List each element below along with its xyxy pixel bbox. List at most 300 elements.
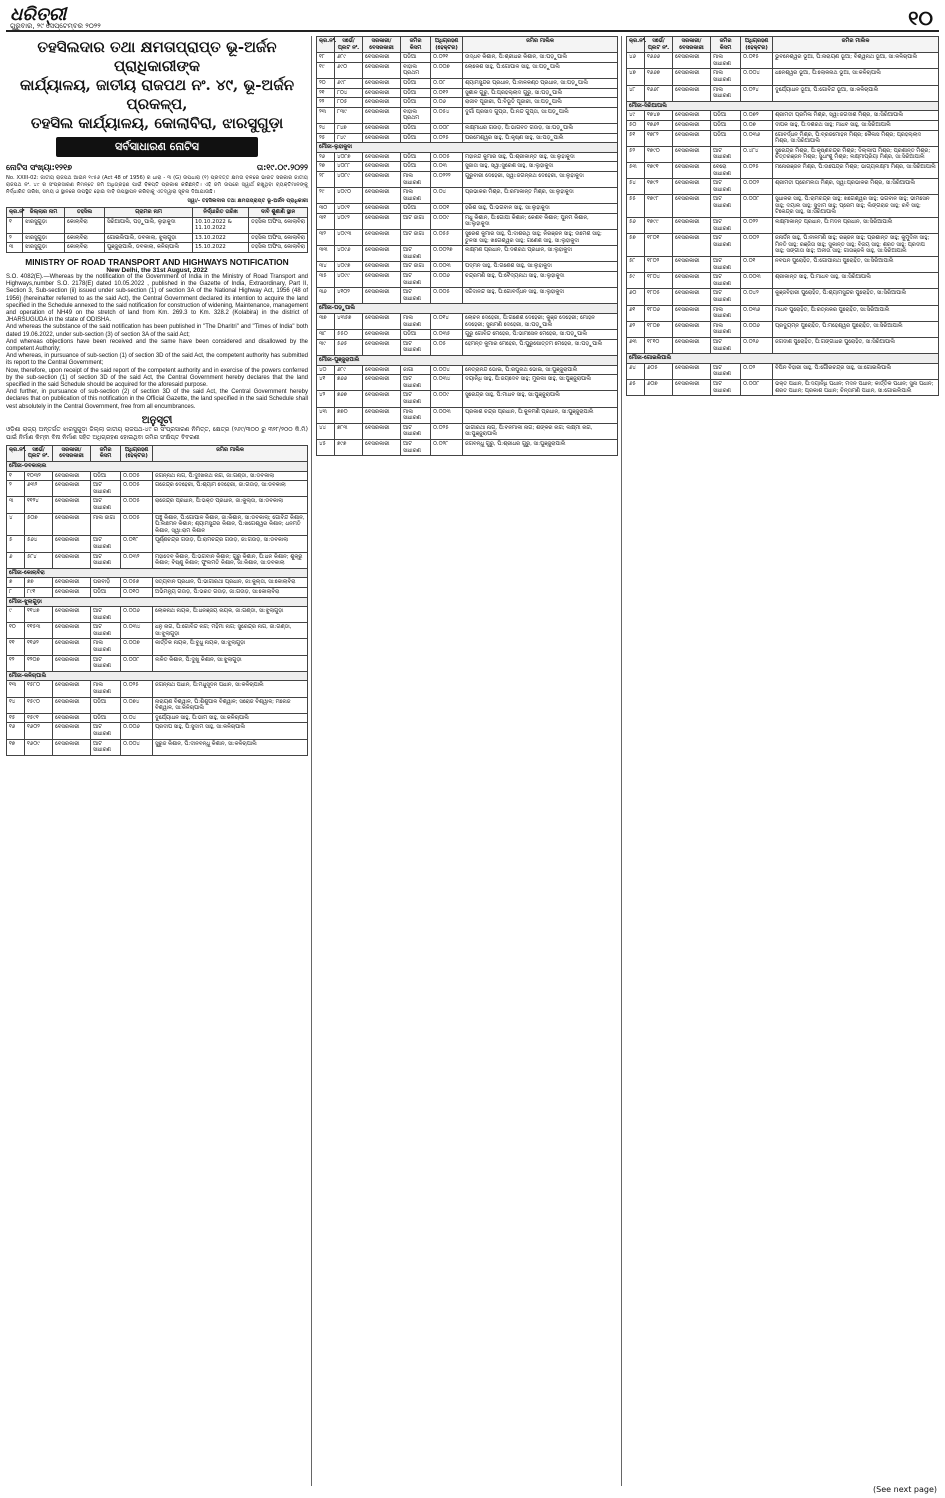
table-row (627, 85, 939, 101)
table-cell: ଗୁରୁ ଗୋବିନ୍ଦ ମେହେର, ପି:ଭୀମସେନ ମେହେର, ସା:ପଡ଼ୁପାଲି (463, 330, 618, 340)
table-cell: ଆଟ ସାଧାରଣ (91, 497, 121, 513)
schedule-table-header (317, 37, 618, 53)
village-name: ମୌଜା-ଗୋଇଲିପାଲି (627, 354, 939, 364)
hearing-cell: 10.10.2022 & 11.10.2022 (193, 217, 249, 233)
table-cell: ବେସରକାରୀ (53, 655, 91, 671)
table-row (7, 697, 308, 713)
table-cell: ଜାଗା (401, 365, 431, 375)
table-row (317, 339, 618, 355)
table-cell: ସୁଶୀଳ ଗୁରୁ, ପି:ପ୍ରହଲ୍ଲାଦ ଗୁରୁ, ସା:ପଡ଼ୁପାଲି (463, 88, 618, 98)
table-cell: ପଡିଆ (711, 120, 741, 130)
ministry-title: MINISTRY OF ROAD TRANSPORT AND HIGHWAYS NOTIFICATION (25, 256, 289, 267)
schedule-header-cell: ସର୍ଭେ/ ପ୍ଲଟ ନଂ. (335, 37, 363, 53)
hearing-header-cell: ଦାବି ଶୁଣାଣି ସ୍ଥାନ (249, 208, 308, 218)
village-name: ମୌଜା-ଡବକାଲାଲ (7, 462, 308, 472)
table-cell: ୦.୦୩୪ (431, 375, 463, 391)
village-name: ମୌଜା-କଳିଚାପାଲି (7, 671, 308, 681)
ministry-para: And further, in pursuance of sub-section (2) of section 3D of the said Act, the Central Government hereby declares that on publication of this notification in the Official Gazette, the land specified in the said Schedule shall vest absolutely in the Central Government, free from all encumbrances. (6, 389, 308, 410)
table-cell: ଆଟ ସାଧାରଣ (711, 289, 741, 305)
table-cell: ୫୫୦ (335, 330, 363, 340)
table-cell: ଗୋବର୍ଦ୍ଧନ ମିଶ୍ର, ପି:ବ୍ରଜମୋହନ ମିଶ୍ର; କୈଳାସ ମିଶ୍ର; ପ୍ରହଲ୍ଲାଦ ମିଶ୍ର, ସା:ସିରିଆପାଲି (773, 130, 939, 146)
table-cell: ମାଲ ସାଧାରଣ (711, 321, 741, 337)
table-cell: ୦.୦୦୩ (431, 407, 463, 423)
column-3 (626, 36, 939, 1486)
notice-title-line: ତହସିଲଦାର ତଥା କ୍ଷମତାପ୍ରାପ୍ତ ଭୂ-ଅର୍ଜନ ପ୍ରାଧିକାରୀଙ୍କ (37, 38, 277, 75)
table-cell: ୪୦୯୧ (335, 204, 363, 214)
table-cell: ୭ (7, 578, 25, 588)
hearing-header-cell: ଗ୍ରାମର ନାମ (105, 208, 193, 218)
table-cell: ୮୪୯ (335, 133, 363, 143)
schedule-table-header (627, 37, 939, 53)
table-cell: ମନୋରଞ୍ଜନ ମିଶ୍ର, ପି:ଉପେନ୍ଦ୍ର ମିଶ୍ର; ଭାଗ୍ୟଲକ୍ଷ୍ମୀ ମିଶ୍ର, ସା:ସିରିଆପାଲି (773, 162, 939, 178)
table-cell: ୪୧ (317, 375, 335, 391)
table-cell: ବାହାଲ ପ୍ରଥମ (401, 62, 431, 78)
table-cell: ୫୯ (627, 273, 645, 289)
table-cell: ୧୩ (7, 681, 25, 697)
table-cell: ୭୬୬ (335, 375, 363, 391)
table-cell: ଲକ୍ଷ୍ମୀଧର ଗଉଡ଼, ପି:ଭାଗବତ ଗଉଡ଼, ସା:ପଡ଼ୁପାଲି (463, 123, 618, 133)
notice-number: ନୋଟିସ ସଂଖ୍ୟା:୧୨୧୭ (6, 163, 73, 172)
table-cell: ବେସରକାରୀ (673, 337, 711, 353)
table-row (317, 262, 618, 272)
table-row (317, 423, 618, 439)
table-cell: ବେସରକାରୀ (53, 681, 91, 697)
table-cell: ୧୪ (7, 697, 25, 713)
table-cell: ୦.୦୦୬ (121, 607, 153, 623)
table-cell: ୧୧ (7, 639, 25, 655)
table-cell: କୁଞ୍ଜବିହାରୀ ପୁରୋହିତ, ପି:ଶ୍ୟାମସୁନ୍ଦର ପୁରୋହିତ, ସା:ସିରିଆପାଲି (773, 289, 939, 305)
hearing-row (7, 233, 308, 243)
table-row (627, 321, 939, 337)
table-cell: ଦୁର୍ଯ୍ୟୋଧନ ଭୂଆ, ପି:ଗୋବିନ୍ଦ ଭୂଆ, ସା:କଳିଚାପାଲି (773, 85, 939, 101)
table-cell: ବେସରକାରୀ (363, 152, 401, 162)
table-row (317, 123, 618, 133)
table-cell: ଜଗନ୍ନାଥ ନାଗ, ପି:ଦୁଃଖନାଥ ନାଗ, ଜା:ଗଣ୍ଡା, ସା:ଡବକାଲା (153, 471, 308, 481)
table-cell: ଆଟ ସାଧାରଣ (711, 379, 741, 395)
schedule-header-cell: ସରକାରୀ/ ବେସରକାରୀ (53, 445, 91, 461)
table-row (7, 655, 308, 671)
table-cell: ଦୁର୍ଯ୍ୟୋଧନ ସାହୁ, ପି:ଭୀମ ସାହୁ, ସା:କଳିଚାପାଲି (153, 713, 308, 723)
village-row (627, 101, 939, 111)
table-cell: ୦.୦୦୨୭ (431, 246, 463, 262)
table-cell: ୦.୦୦୬ (121, 723, 153, 739)
table-row (7, 587, 308, 597)
table-cell: ୧୬୬୭ (645, 69, 673, 85)
table-cell: ୧୫୮୦ (25, 681, 53, 697)
table-cell: ବେସରକାରୀ (363, 230, 401, 246)
table-cell: ଆଟ ସାଧାରଣ (91, 739, 121, 755)
table-cell: ୦.୦୦୩ (741, 273, 773, 289)
table-cell: ବେସରକାରୀ (53, 739, 91, 755)
table-row (7, 481, 308, 497)
table-row (627, 305, 939, 321)
table-cell: ୮୩୯ (335, 107, 363, 123)
table-cell: ୦.୦୦୫ (431, 152, 463, 162)
hearing-cell: ଝାରସୁଗୁଡ଼ା (23, 243, 65, 253)
column-2 (316, 36, 618, 1486)
table-cell: ୬୯୮ (335, 78, 363, 88)
see-next-page: (See next page) (873, 1485, 937, 1494)
table-cell: ୪୦୯୩ (335, 230, 363, 246)
table-cell: ୩୫ (317, 272, 335, 288)
table-row (7, 497, 308, 513)
table-cell: ପ୍ରଭାକର ମିଶ୍ର, ପି:ରମାକାନ୍ତ ମିଶ୍ର, ସା:ଲୁହାକୁଦା (463, 188, 618, 204)
table-cell: ୫୩ (627, 162, 645, 178)
table-cell: ୭୯୭ (335, 439, 363, 455)
table-cell: ବେସରକାରୀ (673, 305, 711, 321)
table-cell: ୧୭୯୨ (645, 179, 673, 195)
table-cell: ଆଟ ସାଧାରଣ (401, 375, 431, 391)
table-cell: ୬୯୦ (335, 62, 363, 78)
table-cell: ୩୭ (317, 314, 335, 330)
table-cell: ୧୮ (317, 53, 335, 63)
table-cell: ୦.୦୦୬ (431, 272, 463, 288)
table-row (317, 133, 618, 143)
table-cell: ବେସରକାରୀ (673, 234, 711, 257)
hearing-cell: ତହସିଲ ଅଫିସ, କୋଲାବିରା (249, 233, 308, 243)
table-cell: ଲଳିତ କିଶାନ, ପି:ଦୁଖୁ କିଶାନ, ସା:ଝୁଲାଗୁଡ଼ା (153, 655, 308, 671)
table-cell: ଉଦ୍ଧବ କିଶାନ, ପି:ଶ୍ରୀଧର କିଶାନ, ସା:ପଡ଼ୁପାଲି (463, 53, 618, 63)
schedule-header-cell: ସର୍ଭେ/ ପ୍ଲଟ ନଂ. (645, 37, 673, 53)
table-cell: ଆଟ ସାଧାରଣ (711, 179, 741, 195)
hearing-cell: ତହସିଲ ଅଫିସ, କୋଲାବିରା (249, 217, 308, 233)
table-row (317, 62, 618, 78)
table-cell: ପଡିଆ (401, 123, 431, 133)
table-cell: ୦.୦୫୭ (121, 578, 153, 588)
table-cell: ଗୁରୁବାରୀ ଦେହେରୀ, ସ୍ୱା:ଜଗନ୍ନାଥ ଦେହେରୀ, ସା:ଲୁହାକୁଦା (463, 171, 618, 187)
table-cell: ବେସରକାରୀ (673, 289, 711, 305)
table-row (317, 314, 618, 330)
table-cell: ଧନୁ ନାଗ, ପି:ଗୋବିନ୍ଦ ନାଗ; ମହିମା ନାଗ; ସୁରେନ୍ଦ୍ର ନାଗ, ଜା:ଗଣ୍ଡା, ସା:ଝୁଲାଗୁଡ଼ା (153, 623, 308, 639)
table-cell: ବେସରକାରୀ (363, 339, 401, 355)
table-cell: ଶ୍ରୀକାନ୍ତ ସାହୁ, ପି:ମାଧବ ସାହୁ, ସା:ସିରିଆପାଲି (773, 273, 939, 289)
table-cell: ୨୭ (317, 162, 335, 172)
schedule-table-body (627, 53, 939, 396)
table-row (627, 120, 939, 130)
table-row (317, 375, 618, 391)
table-cell: ପ୍ରଦୀପ ସାହୁ, ପି:ସୁଦାମ ସାହୁ, ସା:କଳିଚାପାଲି (153, 723, 308, 739)
hearing-header-cell: ଜିଲ୍ଲାର ନାମ (23, 208, 65, 218)
table-row (317, 204, 618, 214)
table-cell: ବେସରକାରୀ (53, 639, 91, 655)
table-cell: ୦.୦୧୫ (741, 53, 773, 69)
ministry-para: And whereas the substance of the said notification has been published in "The Dharitri" and "Times of India" both dated 19.06.2022, under sub-section (3) of section 3A of the said Act; (6, 324, 308, 338)
table-cell: ଲୋକେଶ ସାହୁ, ପି:ଗୋପାଳ ସାହୁ, ସା:ପଡ଼ୁପାଲି (463, 62, 618, 78)
table-cell: ବେସରକାରୀ (363, 365, 401, 375)
table-cell: ୦.୦୫ (431, 339, 463, 355)
table-cell: ୪୦୮୯ (335, 171, 363, 187)
village-row (627, 354, 939, 364)
table-cell: ମାଲ ସାଧାରଣ (711, 305, 741, 321)
ministry-para: And whereas, in pursuance of sub-section (1) of section 3D of the said Act, the competent authority has submitted its report to the Central Government; (6, 353, 308, 367)
schedule-table-header (7, 445, 308, 461)
table-cell: ରାଜୀବ ପୂଜାରୀ, ପି:ବିଭୂତି ପୂଜାରୀ, ସା:ପଡ଼ୁପାଲି (463, 98, 618, 108)
table-cell: ୪୦୮୮ (335, 162, 363, 172)
hearing-table-header (7, 208, 308, 218)
notice-title-line: କାର୍ଯ୍ୟାଳୟ, ଜାତୀୟ ରାଜପଥ ନଂ. ୪୯, ଭୂ-ଅର୍ଜନ ପ୍ରକଳ୍ପ, (19, 76, 295, 113)
table-cell: ୪ (7, 513, 25, 536)
table-cell: ମାଲ ସାଧାରଣ (711, 85, 741, 101)
schedule-header-cell: ଜମିର ମାଲିକ (773, 37, 939, 53)
table-cell: ବେସରକାରୀ (53, 536, 91, 552)
table-cell: ସଚ୍ଚିଦାନନ୍ଦ ସାହୁ, ପି:ଗୋବର୍ଦ୍ଧନ ସାହୁ, ସା:ଲୁହାକୁଦା (463, 288, 618, 304)
table-cell: ଲକ୍ଷ୍ମୀକାନ୍ତ ପ୍ରଧାନ, ପି:ମଦନ ପ୍ରଧାନ, ସା:ସିରିଆପାଲି (773, 218, 939, 234)
table-cell: ୦.୦୭ (741, 120, 773, 130)
village-row (317, 355, 618, 365)
table-cell: ୨୦ (317, 78, 335, 88)
table-cell: ୫୦ (627, 120, 645, 130)
table-cell: ୧୭୯୦ (645, 146, 673, 162)
table-cell: ପଡିଆ (401, 162, 431, 172)
table-cell: ୬୦ (627, 289, 645, 305)
table-cell: ବେସରକାରୀ (53, 513, 91, 536)
table-cell: ୧୬୬୮ (645, 85, 673, 101)
table-row (317, 53, 618, 63)
table-cell: ବେସରକାରୀ (363, 62, 401, 78)
masthead (6, 4, 939, 32)
table-cell: ୦.୦୦୮ (431, 123, 463, 133)
village-name: ମୌଜା-ସିରିଆପାଲି (627, 101, 939, 111)
table-cell: ୪୬ (627, 53, 645, 69)
schedule-table-2 (316, 36, 618, 456)
table-cell: ନାରାୟଣ ବିଶ୍ୱାଳ, ପି:ଶିଶୁପାଳ ବିଶ୍ୱାଳ; ସରୋଜ ବିଶ୍ୱାଳ; ମନୋଜ ବିଶ୍ୱାଳ, ସା:କଳିଚାପାଲି (153, 697, 308, 713)
table-cell: ବେସରକାରୀ (363, 423, 401, 439)
table-cell: ୦.୦୭୨ (741, 111, 773, 121)
table-cell: ପୂର୍ଣ୍ଣଚନ୍ଦ୍ର ଗଉଡ଼, ପି:ରାମଚନ୍ଦ୍ର ଗଉଡ଼, ଜା:ଗଉଡ଼, ସା:ଡବକାଲା (153, 536, 308, 552)
table-row (317, 391, 618, 407)
table-cell: ୫୦୭ (25, 513, 53, 536)
table-cell: ୦.୦୧୦ (121, 587, 153, 597)
schedule-header-cell: କ୍ର.ନଂ. (627, 37, 645, 53)
table-cell: ୨୯ (317, 188, 335, 204)
table-cell: ବେସରକାରୀ (363, 314, 401, 330)
table-cell: ଭାଗୀରଥୀ ନାଗ, ପି:ବନମାଳୀ ନାଗ; ଶଙ୍କର ନାଗ; ଲକ୍ଷ୍ମୀ ନାଗ, ସା:ପୁଞ୍ଜୁରାପାଲି (463, 423, 618, 439)
table-row (627, 218, 939, 234)
table-cell: ବେସରକାରୀ (363, 375, 401, 391)
table-cell: ବେସରକାରୀ (363, 246, 401, 262)
table-cell: ଭକ୍ତ ପଧାନ, ପି:ଦୟାନିଧି ପଧାନ; ମଦନ ପଧାନ; କାର୍ତ୍ତିକ ପଧାନ; ସୁନା ପଧାନ; ଶରତ ପଧାନ; ପ୍ରକାଶ ପଧାନ; ଚିନ୍ତାମଣି ପଧାନ, ସା:ଗୋଇଲିପାଲି (773, 379, 939, 395)
table-cell: ପଡିଆ (401, 133, 431, 143)
table-row (317, 272, 618, 288)
hearing-cell: 15.10.2022 (193, 243, 249, 253)
ministry-para: Now, therefore, upon receipt of the said report of the competent authority and in exercise of the powers conferred by the sub-section (1) of section 3D of the said Act, the Central Government hereby declares that the land specified in the said Schedule should be acquired for the aforesaid purpose. (6, 367, 308, 389)
table-cell: ଆଟ ସାଧାରଣ (711, 234, 741, 257)
schedule-header-cell: ସରକାରୀ/ ବେସରକାରୀ (673, 37, 711, 53)
issue-date: ଗୁରୁବାର, ୨୯ ସେପ୍ଟେମ୍ବର ୨୦୨୨ (10, 22, 101, 30)
table-cell: ୧୮୦୬ (645, 305, 673, 321)
hearing-row (7, 217, 308, 233)
table-cell: ୩ (7, 497, 25, 513)
village-name: ମୌଜା-ପଡ଼ୁପାଲି (317, 304, 618, 314)
table-cell: ୦.୦୫୪ (431, 107, 463, 123)
table-cell: ୬ (7, 552, 25, 568)
table-cell: ୦.୦୨୬ (741, 337, 773, 353)
table-cell: ବେସରକାରୀ (363, 162, 401, 172)
table-cell: ୬୫ (627, 379, 645, 395)
table-cell: ନବଘନ ପୁରୋହିତ, ପି:ଗୋପୀନାଥ ପୁରୋହିତ, ସା:ସିରିଆପାଲି (773, 257, 939, 273)
table-cell: ୮୪୭ (335, 123, 363, 133)
table-cell: ବେସରକାରୀ (363, 78, 401, 88)
table-cell: ବେସରକାରୀ (363, 171, 401, 187)
table-cell: ଦୟାନିଧି ସାହୁ, ପି:ଜୟଦେବ ସାହୁ; ମୁରଲୀ ସାହୁ, ସା:ପୁଞ୍ଜୁରାପାଲି (463, 375, 618, 391)
table-cell: ୩୮ (317, 330, 335, 340)
table-cell: ୧୮୦୧ (645, 234, 673, 257)
table-cell: ବେସରକାରୀ (673, 162, 711, 178)
schedule-header-cell: ଅଧିଗ୍ରହଣ (ହେକ୍ଟର) (121, 445, 153, 461)
table-cell: ୦.୦୧୪ (431, 314, 463, 330)
table-row (317, 98, 618, 108)
table-cell: ୦.୦୪ (121, 713, 153, 723)
table-cell: ୦.୦୩୪ (121, 623, 153, 639)
table-row (627, 337, 939, 353)
table-cell: ବେସରକାରୀ (673, 379, 711, 395)
table-row (627, 146, 939, 162)
table-row (7, 471, 308, 481)
table-cell: ଘରବାଡ଼ି (91, 578, 121, 588)
village-row (7, 671, 308, 681)
table-cell: ୧୬୦୨ (25, 723, 53, 739)
table-cell: ୫୭ (627, 234, 645, 257)
table-cell: ପଡିଆ (91, 697, 121, 713)
hearing-cell: ୧ (7, 217, 23, 233)
table-cell: ୦.୦୦୯ (431, 391, 463, 407)
schedule-table-1 (6, 445, 308, 756)
hearing-cell: କୋଲାବିରା (65, 243, 105, 253)
village-row (7, 568, 308, 578)
table-cell: ୬୨ (627, 321, 645, 337)
table-cell: ଦୁର୍ଗା ପ୍ରସାଦ ଗୁପ୍ତା, ପି:ନନ୍ଦ ଗୁପ୍ତା, ସା:ପଡ଼ୁପାଲି (463, 107, 618, 123)
table-cell: ମାଲ ସାଧାରଣ (401, 188, 431, 204)
table-row (7, 681, 308, 697)
table-cell: ଆଟ ସାଧାରଣ (401, 439, 431, 455)
table-cell: ମଧୁ କିଶାନ, ପି:ଗୋପୀ କିଶାନ; କେଶବ କିଶାନ; ପୁନମ କିଶାନ, ସା:ଲୁହାକୁଦା (463, 213, 618, 229)
table-cell: ୨୩ (317, 107, 335, 123)
table-row (7, 552, 308, 568)
table-cell: ବେସରକାରୀ (673, 257, 711, 273)
table-cell: ୦.୦୦୫ (431, 288, 463, 304)
table-cell: ୩୨ (317, 230, 335, 246)
table-cell: ୧୬୬୬ (645, 53, 673, 69)
table-cell: ପରମେଶ୍ୱର ସାହୁ, ପି:କୃଷ୍ଣ ସାହୁ, ସା:ପଡ଼ୁପାଲି (463, 133, 618, 143)
table-cell: ମାଲ ସାଧାରଣ (711, 53, 741, 69)
table-cell: ପଡିଆ (401, 152, 431, 162)
table-cell: ବେସରକାରୀ (673, 69, 711, 85)
column-divider (621, 36, 622, 1486)
schedule-header-cell: ଜମିର କିସମ (91, 445, 121, 461)
table-cell: ଜଗନ୍ନାଥ ପଧାନ, ପି:ମଧୁସୂଦନ ପଧାନ, ସା:କଳିଚାପାଲି (153, 681, 308, 697)
table-cell: ପଡିଆ (91, 587, 121, 597)
table-cell: ବେସରକାରୀ (363, 213, 401, 229)
table-cell: ୪୯ (627, 111, 645, 121)
hearing-cell: ସିରିଆପାଲି, ପଡ଼ୁପାଲି, ଲୁହାକୁଦା (105, 217, 193, 233)
table-cell: ୦.୦୦୭ (121, 639, 153, 655)
table-cell: ମହାନନ୍ଦ କୁମାର ସାହୁ, ପି:ଶ୍ରୀକାନ୍ତ ସାହୁ, ସା:ଲୁହାକୁଦା (463, 152, 618, 162)
table-row (317, 439, 618, 455)
table-cell: ବେସରକାରୀ (363, 123, 401, 133)
table-cell: ୧୮୦୭ (645, 321, 673, 337)
hearing-cell: କୋଲାବିରା (65, 233, 105, 243)
table-cell: ୮୦୪ (335, 88, 363, 98)
table-cell: ୧୬ (7, 723, 25, 739)
table-cell: ବିପିନ ବିହାରୀ ସାହୁ, ପି:ଗୌରଚନ୍ଦ୍ର ସାହୁ, ସା:ଗୋଇଲିପାଲି (773, 363, 939, 379)
table-cell: ୬୦୫ (645, 363, 673, 379)
table-cell: ୧୯ (317, 62, 335, 78)
table-cell: ନେତ୍ରାନନ୍ଦ ଭୋଇ, ପି:ରଘୁନାଥ ଭୋଇ, ସା:ପୁଞ୍ଜୁରାପାଲି (463, 365, 618, 375)
table-cell: ୦.୦୦୮ (121, 655, 153, 671)
table-cell: ବେରୋ ସାଧାରଣ (711, 162, 741, 178)
schedule-table-3 (626, 36, 939, 396)
table-cell: ୭୬୭ (335, 391, 363, 407)
table-cell: ୦.୦୦୪ (121, 739, 153, 755)
table-cell: ୭୭ (25, 578, 53, 588)
schedule-title: ଅନୁସୂଚୀ (141, 414, 173, 426)
schedule-header-cell: ଜମିର ମାଲିକ (463, 37, 618, 53)
table-cell: ୦.୦୦୯ (431, 213, 463, 229)
table-cell: ୩୬ (317, 288, 335, 304)
table-cell: ପଡିଆ (401, 88, 431, 98)
table-cell: ଆଟ ସାଧାରଣ (711, 337, 741, 353)
schedule-intro: ଓଡ଼ିଶା ରାଜ୍ୟ ଅନ୍ତର୍ଗତ ଝାରସୁଗୁଡ଼ା ଜିଲ୍ଲା ଜାତୀୟ ରାଜପଥ-୪୯ ର ସଂପ୍ରସାରଣ ନିମିତ୍ତ, କ୍ଷେତ୍ର (୨୬୯/୩୦୦ ରୁ ୩୨୮/୨୦୦ କି.ମି) ପାଇଁ ନିର୍ମାଣ କିମ୍ବା ବିନା ନିର୍ମାଣ ସହିତ ଅଧିଗ୍ରହଣ ହୋଇଥିବା ଜମିର ସଂକ୍ଷିପ୍ତ ବିବରଣୀ (6, 425, 308, 441)
hearing-cell: 13.10.2022 (193, 233, 249, 243)
column-1 (6, 36, 308, 1486)
table-row (627, 130, 939, 146)
table-cell: ୨୬ (317, 152, 335, 162)
table-cell: ୫୪ (627, 179, 645, 195)
table-cell: ୩୪ (317, 262, 335, 272)
table-cell: ୧୫ (7, 713, 25, 723)
table-cell: ୦.୦୬ (431, 98, 463, 108)
table-row (317, 230, 618, 246)
table-cell: ୦.୦୧୮ (121, 536, 153, 552)
table-cell: ୬୩ (627, 337, 645, 353)
village-name: ମୌଜା-ଝୁଲାଗୁଡ଼ା (7, 597, 308, 607)
hearing-cell: ୨ (7, 233, 23, 243)
schedule-header-cell: କ୍ର.ନଂ. (317, 37, 335, 53)
table-cell: ୦.୦୦୧ (431, 204, 463, 214)
table-cell: ୦.୦୨୫ (121, 681, 153, 697)
table-cell: ୧୮୦୫ (645, 289, 673, 305)
table-cell: ମାଲ ସାଧାରଣ (401, 407, 431, 423)
table-cell: ପଡିଆ (711, 111, 741, 121)
table-cell: ୪୪ (317, 423, 335, 439)
table-cell: ବେସରକାରୀ (363, 188, 401, 204)
table-cell: ୦.୦୭୪ (121, 697, 153, 713)
table-cell: ଆଟ ସାଧାରଣ (91, 723, 121, 739)
table-cell: ୪୮ (627, 85, 645, 101)
table-cell: ଜଗଦୀଶ ପୁରୋହିତ, ପି:ଗଙ୍ଗାଧର ପୁରୋହିତ, ସା:ସିରିଆପାଲି (773, 337, 939, 353)
table-cell: ବେସରକାରୀ (53, 552, 91, 568)
table-cell: ବେସରକାରୀ (363, 88, 401, 98)
table-cell: ୦.୦୦୨ (741, 234, 773, 257)
table-cell: ୪୨ (317, 391, 335, 407)
table-cell: ମାଲ ସାଧାରଣ (401, 171, 431, 187)
table-cell: ବେସରକାରୀ (673, 146, 711, 162)
table-cell: ବେସରକାରୀ (53, 723, 91, 739)
table-cell: ପଡିଆ (711, 130, 741, 146)
table-row (7, 578, 308, 588)
table-row (317, 88, 618, 98)
table-cell: ୦.୦୨୫ (431, 133, 463, 143)
notice-title-line: ତହସିଲ କାର୍ଯ୍ୟାଳୟ, କୋଲାବିରା, ଝାରସୁଗୁଡ଼ା (30, 114, 284, 132)
table-cell: ୨୫ (317, 133, 335, 143)
table-cell: ୬୩୨ (25, 481, 53, 497)
table-cell: ପଡିଆ (91, 471, 121, 481)
table-cell: ୧୫୯୧ (25, 713, 53, 723)
table-cell: ହରିଶ ସାହୁ, ପି:ଭଗବାନ ସାହୁ, ସା:ଲୁହାକୁଦା (463, 204, 618, 214)
table-cell: ବେସରକାରୀ (673, 273, 711, 289)
table-cell: ୪୧୦୨ (335, 288, 363, 304)
page-number: ୧୦ (908, 6, 933, 30)
